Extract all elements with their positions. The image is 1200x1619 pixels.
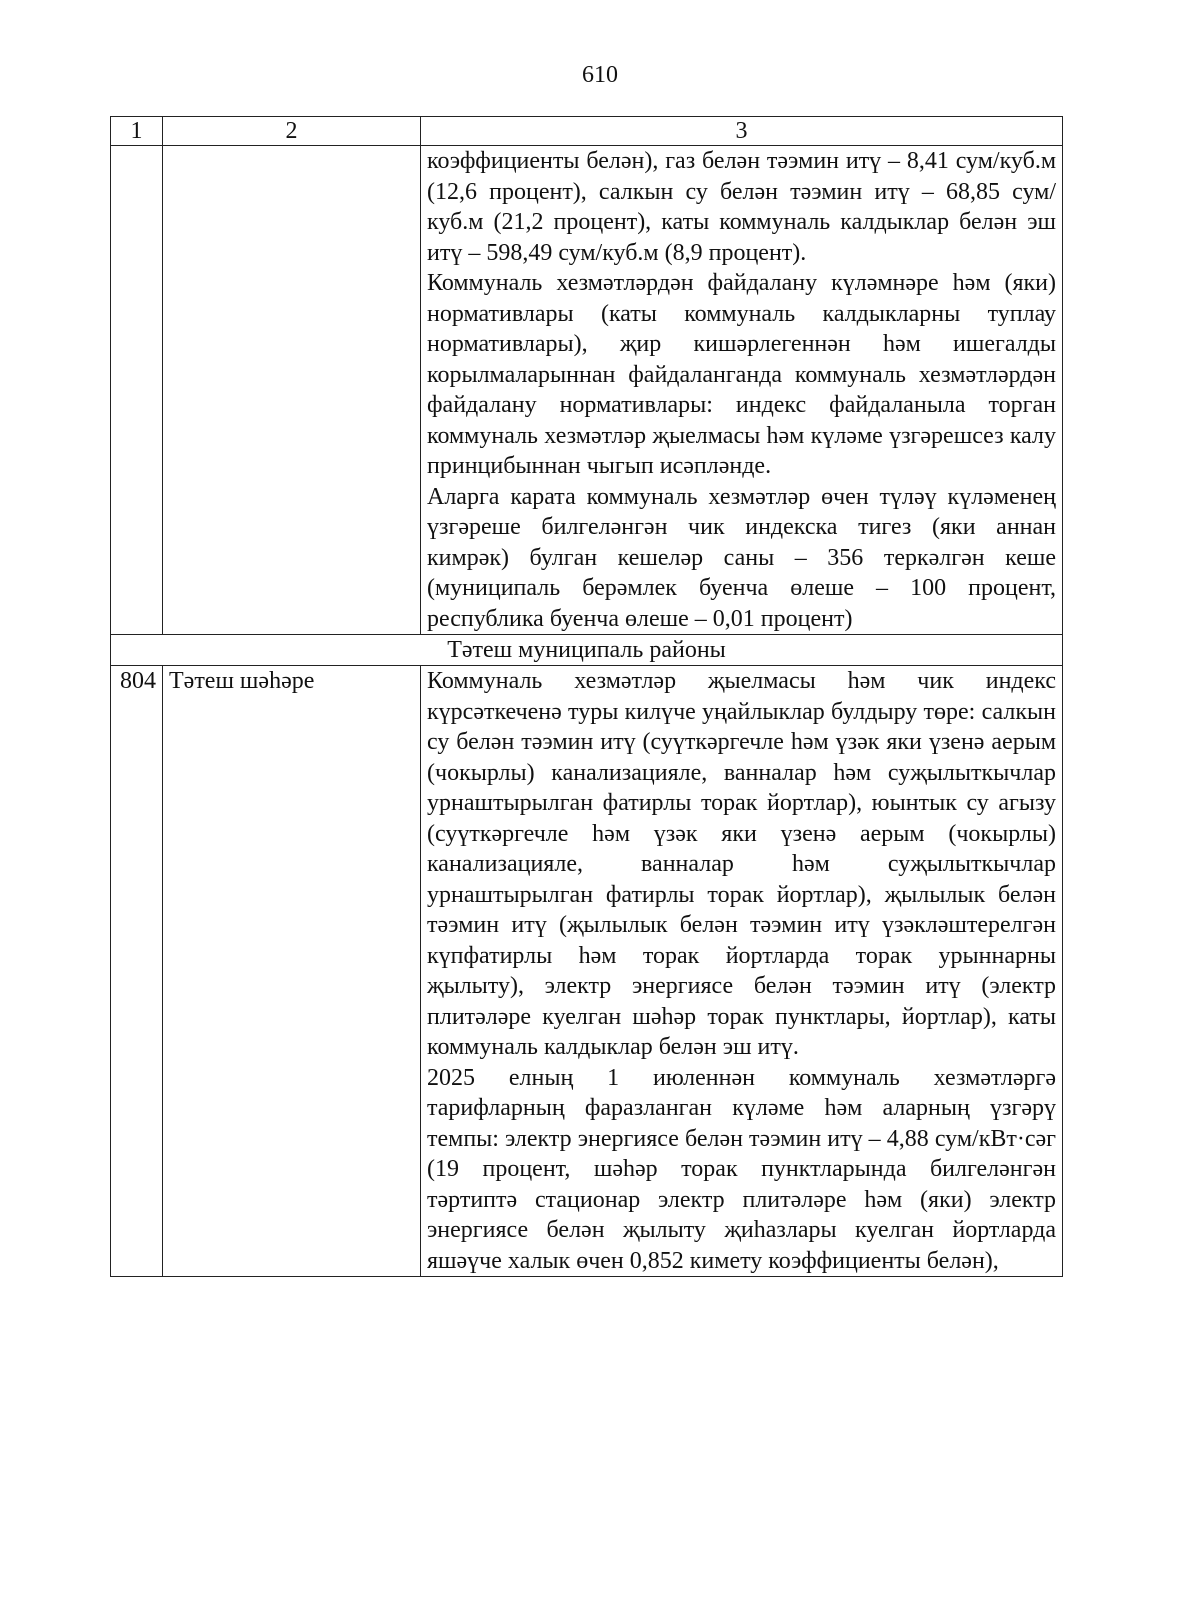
page-number: 610 xyxy=(582,62,618,88)
description-cell xyxy=(421,666,1063,1277)
row-number-cell xyxy=(111,146,163,635)
section-title: Тәтеш муниципаль районы xyxy=(111,635,1063,666)
column-header-1: 1 xyxy=(111,117,163,146)
table-header-row xyxy=(111,117,1063,146)
description-paragraph: Аларга карата коммуналь хезмәтләр өчен түләү күләменең үзгәреше билгеләнгән чик индекска тигез (яки аннан кимрәк) булган кешеләр саны – 356 теркәлгән кеше (муниципаль берәмлек буенча өлеше – 100 процент, республика буенча өлеше – 0,01 процент) xyxy=(427,483,1056,632)
section-row xyxy=(111,635,1063,666)
row-number-cell: 804 xyxy=(111,666,163,1277)
description-paragraph: Коммуналь хезмәтләрдән файдалану күләмнәре һәм (яки) нормативлары (каты коммуналь калдыкларны туплау нормативлары), җир кишәрлегеннән һәм ишегалды корылмаларыннан файдаланганда коммуналь хезмәтләрдән файдалану нормативлары: индекс файдаланыла торган коммуналь хезмәтләр җыелмасы һәм күләме үзгәрешсез калу принцибыннан чыгып исәпләнде. xyxy=(427,270,1056,479)
description-paragraph: 2025 елның 1 июленнән коммуналь хезмәтләргә тарифларның фаразланган күләме һәм аларның үзгәрү темпы: электр энергиясе белән тәэмин итү – 4,88 сум/кВт·сәг (19 процент, шәһәр торак пунктларында билгеләнгән тәртиптә стационар электр плитәләре һәм (яки) электр энергиясе белән җылыту җиһазлары куелган йортларда яшәүче халык өчен 0,852 кимету коэффициенты белән), xyxy=(427,1064,1056,1274)
municipal-tariff-table xyxy=(110,116,1063,1277)
description-paragraph: Коммуналь хезмәтләр җыелмасы һәм чик индекс күрсәткеченә туры килүче уңайлыклар булдыру төре: салкын су белән тәэмин итү (суүткәргечле һәм үзәк яки үзенә аерым (чокырлы) канализацияле, ванналар һәм суҗылыткычлар урнаштырылган фатирлы торак йортлар), юынтык су агызу (суүткәргечле һәм үзәк яки үзенә аерым (чокырлы) канализацияле, ванналар һәм суҗылыткычлар урнаштырылган фатирлы торак йортлар), җылылык белән тәэмин итү (җылылык белән тәэмин итү үзәкләштерелгән күпфатирлы һәм торак йортларда торак урыннарны җылыту), электр энергиясе белән тәэмин итү (электр плитәләре куелган шәһәр торак пунктлары, йортлар), каты коммуналь калдыклар белән эш итү. xyxy=(427,668,1056,1060)
column-header-2: 2 xyxy=(163,117,421,146)
settlement-name-cell xyxy=(163,146,421,635)
description-paragraph: коэффициенты белән), газ белән тәэмин итү – 8,41 сум/куб.м (12,6 процент), салкын су белән тәэмин итү – 68,85 сум/куб.м (21,2 процент), каты коммуналь калдыклар белән эш итү – 598,49 сум/куб.м (8,9 процент). xyxy=(427,148,1056,266)
table-row-804 xyxy=(111,666,1063,1277)
column-header-3: 3 xyxy=(421,117,1063,146)
description-cell xyxy=(421,146,1063,635)
settlement-name-cell: Тәтеш шәһәре xyxy=(163,666,421,1277)
table-row-continued xyxy=(111,146,1063,635)
